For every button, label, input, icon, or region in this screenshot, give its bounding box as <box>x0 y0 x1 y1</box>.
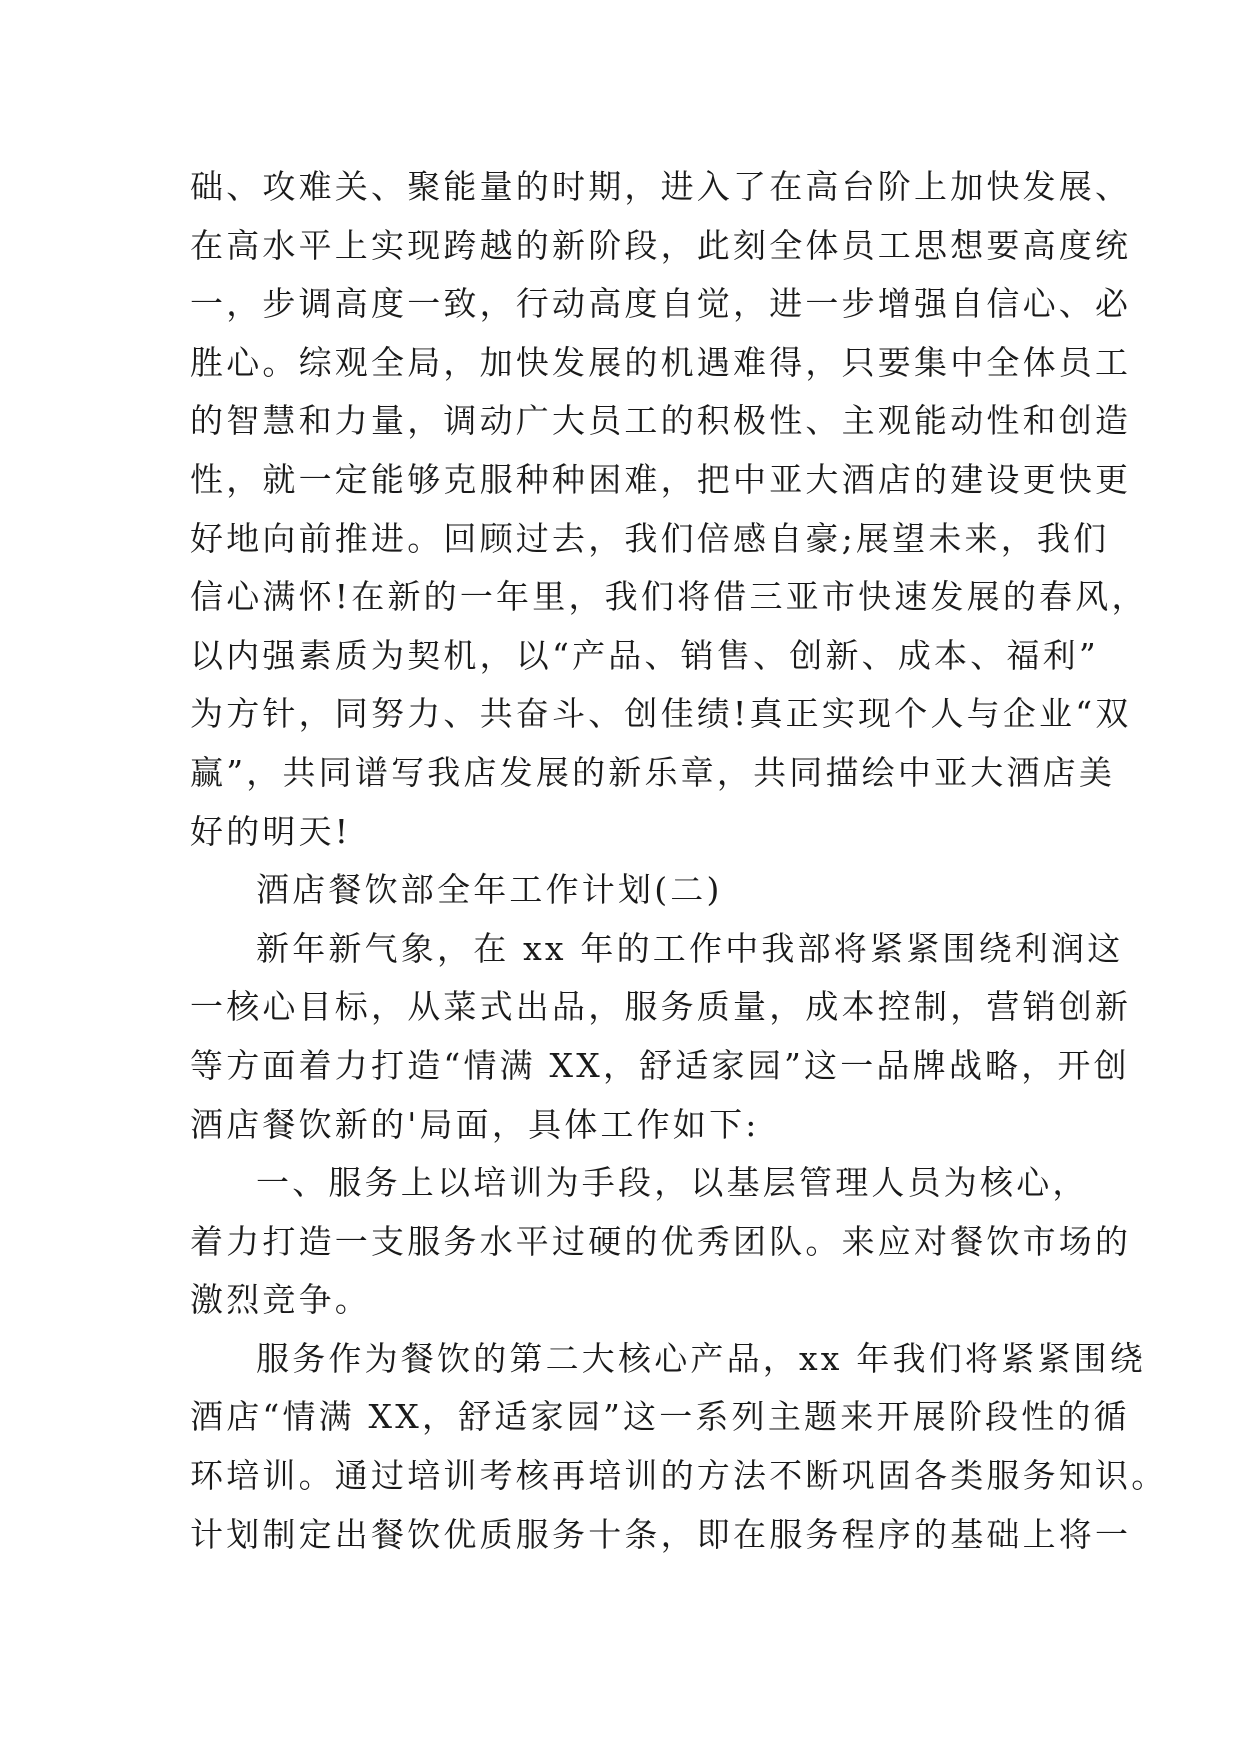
text-line: 以内强素质为契机，以“产品、销售、创新、成本、福利” <box>190 635 1099 675</box>
text-line: 服务作为餐饮的第二大核心产品，xx 年我们将紧紧围绕 <box>256 1338 1146 1378</box>
text-line: 一核心目标，从菜式出品，服务质量，成本控制，营销创新 <box>190 987 1132 1027</box>
text-line: 础、攻难关、聚能量的时期，进入了在高台阶上加快发展、 <box>190 167 1132 206</box>
text-line: 在高水平上实现跨越的新阶段，此刻全体员工思想要高度统 <box>190 225 1132 265</box>
text-line: 好地向前推进。回顾过去，我们倍感自豪;展望未来，我们 <box>190 518 1110 558</box>
text-line: 信心满怀!在新的一年里，我们将借三亚市快速发展的春风， <box>190 577 1148 617</box>
text-line: 一、服务上以培训为手段，以基层管理人员为核心， <box>256 1163 1089 1203</box>
text-line: 等方面着力打造“情满 XX，舒适家园”这一品牌战略，开创 <box>190 1045 1130 1085</box>
document-body <box>190 158 1168 1564</box>
text-line: 计划制定出餐饮优质服务十条，即在服务程序的基础上将一 <box>190 1514 1132 1554</box>
text-line: 酒店“情满 XX，舒适家园”这一系列主题来开展阶段性的循 <box>190 1397 1130 1437</box>
text-line: 酒店餐饮部全年工作计划(二) <box>256 870 723 910</box>
text-line: 好的明天! <box>190 811 352 851</box>
text-line: 为方针，同努力、共奋斗、创佳绩!真正实现个人与企业“双 <box>190 694 1132 734</box>
text-line: 的智慧和力量，调动广大员工的积极性、主观能动性和创造 <box>190 401 1132 441</box>
text-line: 着力打造一支服务水平过硬的优秀团队。来应对餐饮市场的 <box>190 1221 1132 1261</box>
text-line: 赢”，共同谱写我店发展的新乐章，共同描绘中亚大酒店美 <box>190 752 1116 792</box>
text-line: 一，步调高度一致，行动高度自觉，进一步增强自信心、必 <box>190 284 1132 324</box>
text-line: 酒店餐饮新的'局面，具体工作如下: <box>190 1104 760 1144</box>
text-line: 新年新气象，在 xx 年的工作中我部将紧紧围绕利润这 <box>256 928 1124 968</box>
text-line: 激烈竞争。 <box>190 1280 371 1320</box>
text-line: 性，就一定能够克服种种困难，把中亚大酒店的建设更快更 <box>190 459 1132 499</box>
text-line: 环培训。通过培训考核再培训的方法不断巩固各类服务知识。 <box>190 1456 1168 1496</box>
text-line: 胜心。综观全局，加快发展的机遇难得，只要集中全体员工 <box>190 342 1132 382</box>
